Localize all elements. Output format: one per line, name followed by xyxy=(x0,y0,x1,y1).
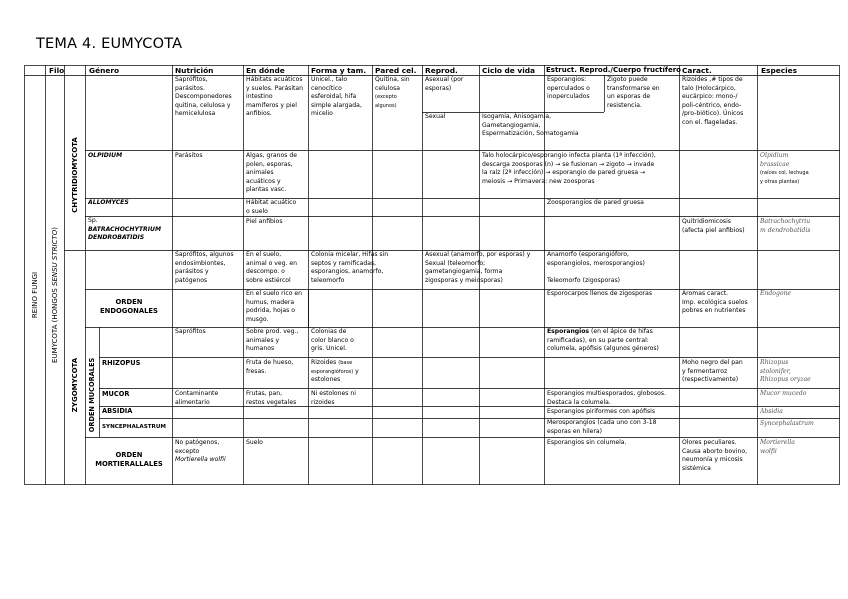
genus-olpidium: OLPIDIUM xyxy=(88,152,123,159)
olpidium-especie: Olpidium brassicae (raíces col, lechuga y otras plantas) xyxy=(760,152,809,185)
absidia-estruct: Esporangios piriformes con apófisis xyxy=(547,408,656,415)
batracho-donde: Piel anfibios xyxy=(246,218,283,225)
chy-estruct-b: Zigoto puede transformarse en un esporas de resistencia. xyxy=(607,76,660,109)
classification-table xyxy=(24,65,840,485)
mucor-nutricion: Contaminante alimentario xyxy=(175,390,219,406)
zygomycota-label: ZYGOMYCOTA xyxy=(71,357,79,413)
rhizopus-donde: Fruta de hueso, fresas. xyxy=(246,359,294,375)
chy-nutricion: Saprófitos, parásitos. Descomponedores quitina, celulosa y hemicelulosa xyxy=(175,76,232,118)
zygo-donde: En el suelo, animal o veg. en descompo. o sobre estiércol xyxy=(246,251,297,284)
mortierellales-caract: Olores peculiares. Causa aborto bovino, neumonía y micosis sistémica xyxy=(682,439,748,472)
olpidium-donde: Algas, granos de polen, esporas, animales acuáticos y plantas vasc. xyxy=(246,152,297,194)
header-reprod: Reprod. xyxy=(425,66,458,75)
mortierellales-donde: Suelo xyxy=(246,439,263,446)
syncephalastrum-especie: Syncephalastrum xyxy=(760,420,814,427)
mucor-estruct: Esporangios multiesporados, globosos. Destaca la columela. xyxy=(547,390,667,406)
endogonales-donde: En el suelo rico en humus, madera podrida, hojas o musgo. xyxy=(246,290,302,323)
genus-mucor: MUCOR xyxy=(102,390,130,398)
chy-reprod-asexual: Asexual (por esporas) xyxy=(425,76,464,92)
endogonales-caract: Aromas caract. Imp. ecológica suelos pobres en nutrientes xyxy=(682,290,748,315)
mortierellales-especie: Mortierella wolfii xyxy=(760,439,795,455)
chy-pared: Quitina, sin celulosa (excepto algunos) xyxy=(375,76,410,109)
mucorales-donde: Sobre prod. veg., animales y humanos xyxy=(246,328,299,353)
mortierellales-nutricion: No patógenos, excepto Mortierella wolfii xyxy=(175,439,226,464)
header-estruct: Estruct. Reprod./Cuerpo fructífero xyxy=(546,66,681,74)
mucorales-forma: Colonias de color blanco o gris. Unicel. xyxy=(311,328,354,353)
eumycota-label: EUMYCOTA (HONGOS SENSU STRICTO) xyxy=(51,227,59,363)
genus-batrachochytrium: Sp. BATRACHOCHYTRIUM DENDROBATIDIS xyxy=(88,217,162,242)
header-caract: Caract. xyxy=(682,66,712,75)
endogonales-especie: Endogone xyxy=(760,290,792,297)
mucor-donde: Frutas, pan, restos vegetales xyxy=(246,390,297,406)
order-mortierellales: ORDEN MORTIERALLALES xyxy=(95,451,163,468)
chy-donde: Hábitats acuáticos y suelos. Parásitan intestino mamíferos y piel anfibios. xyxy=(246,76,304,118)
mucorales-label: ORDEN MUCORALES xyxy=(88,357,96,433)
olpidium-ciclo: Talo holocárpico/esporangio infecta planta (1ª infección), descarga zoosporas (n) → se fusionan → zigoto → invade la raíz (2ª infección) → esporangio de pared gruesa → meiosis → Primavera: new zoosporas xyxy=(482,152,656,185)
rhizopus-caract: Moho negro del pan y fermentarroz (respectivamente) xyxy=(682,359,743,384)
header-genero: Género xyxy=(89,66,120,75)
page-title: TEMA 4. EUMYCOTA xyxy=(36,36,183,52)
allomyces-donde: Hábitat acuático o suelo xyxy=(246,199,297,215)
olpidium-nutricion: Parásitos xyxy=(175,152,203,159)
header-forma: Forma y tam. xyxy=(311,66,367,75)
batracho-especie: Batrachochytriu m dendrobatidis xyxy=(760,218,811,234)
genus-rhizopus: RHIZOPUS xyxy=(102,359,141,367)
zygo-nutricion: Saprófitos, algunos endosimbiontes, parásitos y patógenos xyxy=(175,251,234,284)
header-ciclo: Ciclo de vida xyxy=(482,66,536,75)
mucor-especie: Mucor mucedo xyxy=(760,390,807,397)
reino-label: REINO FUNGI xyxy=(31,271,39,319)
chy-ciclo-sexual: Isogamia, Anisogamia, Gametangiogamia, Espermatización, Somatogamia xyxy=(482,113,579,138)
chy-forma: Unicel., talo cenocítico esferoidal, hifa simple alargada, micelio xyxy=(311,76,362,118)
header-filo: Filo xyxy=(49,66,65,75)
mucorales-nutricion: Saprófitos xyxy=(175,328,206,335)
syncephalastrum-estruct: Merosporangios (cada uno con 3-18 esporas en hilera) xyxy=(547,419,657,435)
header-pared: Pared cel. xyxy=(375,66,417,75)
rhizopus-especie: Rhizopus stolonifer, Rhizopus oryzae xyxy=(760,359,811,384)
absidia-especie: Absidia xyxy=(760,408,783,415)
order-endogonales: ORDEN ENDOGONALES xyxy=(100,298,158,315)
chy-estruct-a: Esporangios: operculados o inoperculados xyxy=(547,76,590,101)
chy-reprod-sexual: Sexual xyxy=(425,113,446,120)
genus-absidia: ABSIDIA xyxy=(102,407,133,415)
genus-syncephalastrum: SYNCEPHALASTRUM xyxy=(102,424,166,430)
mucorales-estruct: Esporangios (en el ápice de hifas ramificadas), en su parte central: columela, apófisis (algunos géneros) xyxy=(547,328,659,353)
endogonales-estruct: Esporocarpos llenos de zigosporas xyxy=(547,290,653,297)
header-especies: Especies xyxy=(761,66,798,75)
rhizopus-forma: Rizoides (base esporangióforos) y estolones xyxy=(311,359,359,384)
zygo-reprod: Asexual (anamorfo, por esporas) y Sexual (teleomorfo; gametangiogamia, forma zigosporas y meiosporas) xyxy=(425,251,531,284)
zygo-estruct: Anamorfo (esporangióforo, esporangiolos, merosporangios) Teleomorfo (zigosporas) xyxy=(547,251,645,284)
mortierellales-estruct: Esporangios sin columela. xyxy=(547,439,627,446)
sensu-stricto-text: SENSU STRICTO xyxy=(51,229,59,286)
mucor-forma: Ni estolones ni rizoides xyxy=(311,390,356,406)
chy-caract: Rizoides ,# tipos de talo (Holocárpico, eucárpico: mono-/ poli-céntrico, endo- /pro-biótico). Únicos con el. flageladas. xyxy=(682,76,744,126)
chytridiomycota-label: CHYTRIDIOMYCOTA xyxy=(71,137,79,213)
batracho-caract: Quitridiomicosis (afecta piel anfibios) xyxy=(682,218,745,234)
header-donde: En dónde xyxy=(246,66,285,75)
zygo-forma: Colonia micelar, Hifas sin septos y ramificadas, esporangios, anamorfo, teleomorfo xyxy=(311,251,389,284)
mortierella-wolfii-text: Mortierella wolfii xyxy=(175,456,226,464)
genus-allomyces: ALLOMYCES xyxy=(88,199,129,206)
header-nutricion: Nutrición xyxy=(175,66,214,75)
allomyces-estruct: Zoosporangios de pared gruesa xyxy=(547,199,644,206)
